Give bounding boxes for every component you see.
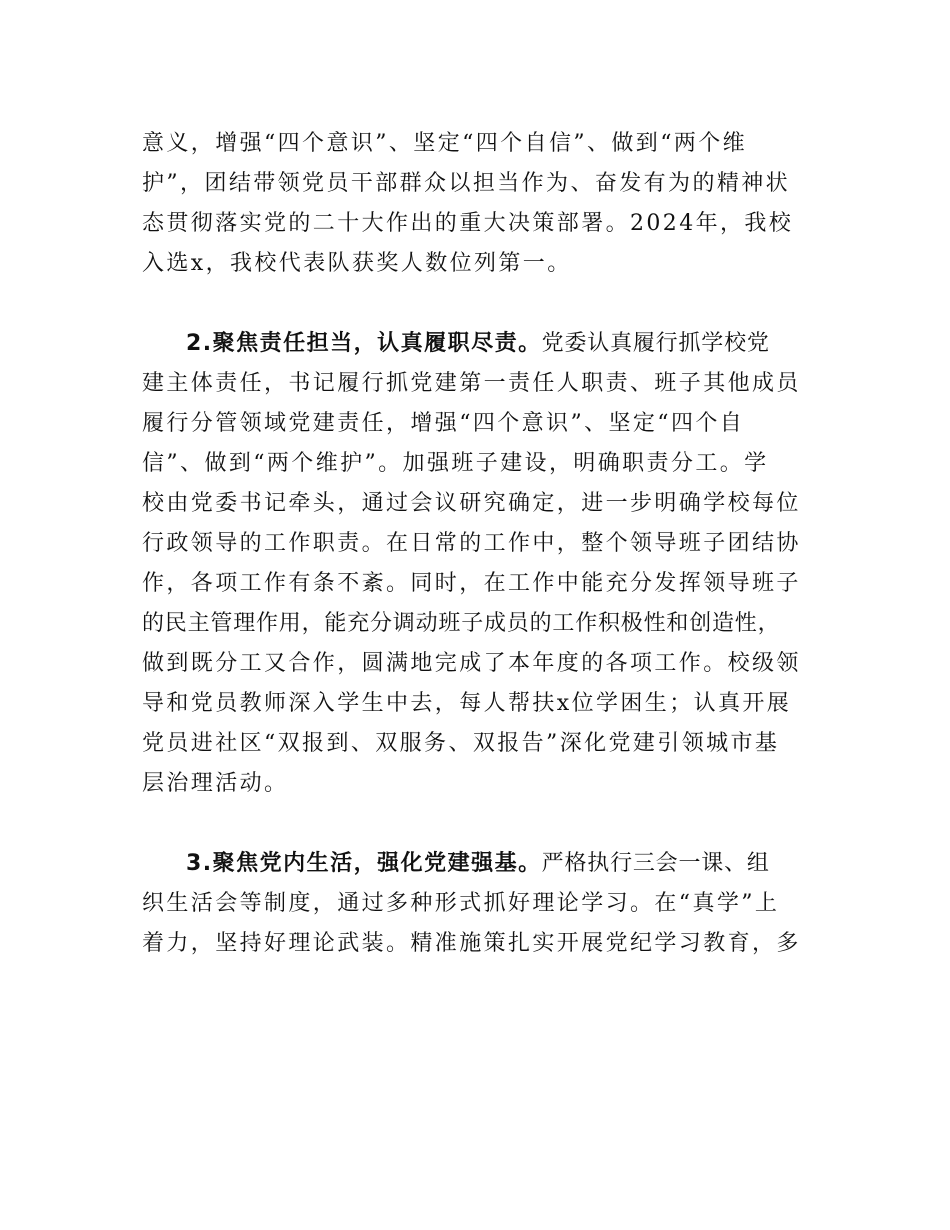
section-heading-2: 2.聚焦责任担当，认真履职尽责。 <box>186 331 542 356</box>
text-line: 的民主管理作用，能充分调动班子成员的工作积极性和创造性， <box>142 611 781 636</box>
text-line: 着力，坚持好理论武装。精准施策扎实开展党纪学习教育，多 <box>142 931 801 956</box>
text-line: 作，各项工作有条不紊。同时，在工作中能充分发挥领导班子 <box>142 571 801 596</box>
text-line: 态贯彻落实党的二十大作出的重大决策部署。2024年，我校 <box>142 211 794 236</box>
paragraph-responsibility <box>142 324 832 804</box>
paragraph-first-line-text: 严格执行三会一课、组 <box>541 851 770 876</box>
text-line: 层治理活动。 <box>142 771 289 796</box>
text-line: 党员进社区“双报到、双服务、双报告”深化党建引领城市基 <box>142 731 780 756</box>
text-line: 织生活会等制度，通过多种形式抓好理论学习。在“真学”上 <box>142 891 780 916</box>
paragraph-first-line-text: 党委认真履行抓学校党 <box>541 331 770 356</box>
text-line: 信”、做到“两个维护”。加强班子建设，明确职责分工。学 <box>142 451 769 476</box>
text-line: 意义，增强“四个意识”、坚定“四个自信”、做到“两个维 <box>142 131 748 156</box>
document-body <box>142 124 832 964</box>
text-line: 导和党员教师深入学生中去，每人帮扶x位学困生；认真开展 <box>142 691 792 716</box>
text-line: 行政领导的工作职责。在日常的工作中，整个领导班子团结协 <box>142 531 801 556</box>
section-heading-3: 3.聚焦党内生活，强化党建强基。 <box>186 851 542 876</box>
text-line: 建主体责任，书记履行抓党建第一责任人职责、班子其他成员 <box>142 371 801 396</box>
text-line: 做到既分工又合作，圆满地完成了本年度的各项工作。校级领 <box>142 651 801 676</box>
text-line: 校由党委书记牵头，通过会议研究确定，进一步明确学校每位 <box>142 491 801 516</box>
paragraph-party-life <box>142 844 832 964</box>
paragraph-spacer <box>142 284 832 324</box>
paragraph-first-line <box>142 324 832 364</box>
paragraph-spacer <box>142 804 832 844</box>
paragraph-continuation <box>142 124 832 284</box>
paragraph-first-line <box>142 844 832 884</box>
text-line: 入选x，我校代表队获奖人数位列第一。 <box>142 251 572 276</box>
text-line: 履行分管领域党建责任，增强“四个意识”、坚定“四个自 <box>142 411 745 436</box>
text-line: 护”，团结带领党员干部群众以担当作为、奋发有为的精神状 <box>142 171 791 196</box>
